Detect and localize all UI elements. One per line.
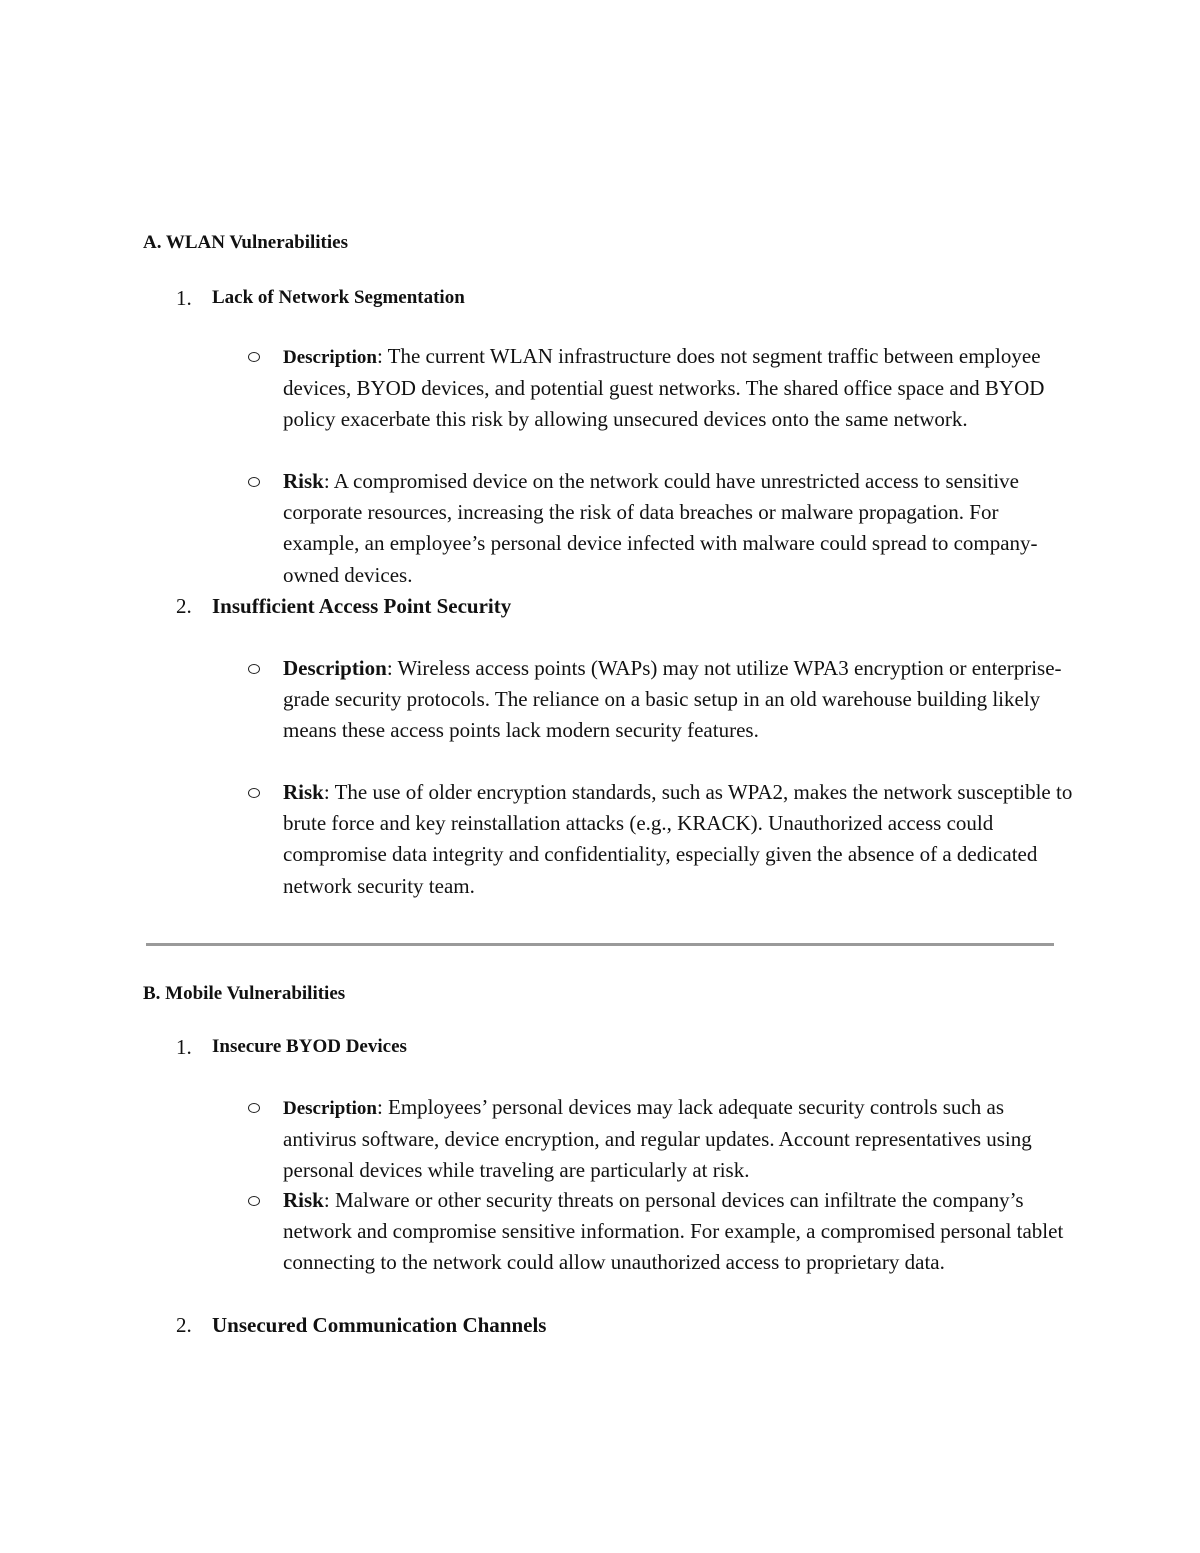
item-a1-number: 1.	[176, 286, 192, 310]
item-a1-title: Lack of Network Segmentation	[212, 287, 465, 308]
item-a2-risk	[283, 777, 1073, 902]
description-text: : Employees’ personal devices may lack adequate security controls such as antivirus software, device encryption, and regular updates. Account representatives using personal devices while traveling are particularly at risk.	[283, 1095, 1032, 1183]
horizontal-divider	[146, 943, 1054, 946]
item-b2-title: Unsecured Communication Channels	[212, 1313, 547, 1337]
item-a2-title: Insufficient Access Point Security	[212, 594, 512, 618]
risk-label: Risk	[283, 469, 324, 493]
bullet-circle-icon	[248, 1196, 260, 1206]
risk-label: Risk	[283, 780, 324, 804]
bullet-circle-icon	[248, 352, 260, 362]
item-a2-number: 2.	[176, 594, 192, 618]
item-a1-risk	[283, 466, 1073, 591]
description-text: : The current WLAN infrastructure does not segment traffic between employee devices, BYOD devices, and potential guest networks. The shared office space and BYOD policy exacerbate this risk by allowing unsecured devices onto the same network.	[283, 344, 1045, 432]
risk-text: : Malware or other security threats on personal devices can infiltrate the company’s network and compromise sensitive information. For example, a compromised personal tablet connecting to the network could allow unauthorized access to proprietary data.	[283, 1188, 1064, 1275]
risk-text: : The use of older encryption standards, such as WPA2, makes the network susceptible to brute force and key reinstallation attacks (e.g., KRACK). Unauthorized access could compromise data integrity and confidentiality, especially given the absence of a dedicated network security team.	[283, 780, 1073, 898]
bullet-circle-icon	[248, 788, 260, 798]
description-label: Description	[283, 1098, 377, 1119]
item-a2-description	[283, 653, 1073, 747]
section-a-title: A. WLAN Vulnerabilities	[143, 232, 348, 253]
item-b1-risk	[283, 1185, 1073, 1279]
description-label: Description	[283, 347, 377, 368]
bullet-circle-icon	[248, 1103, 260, 1113]
item-b1-title: Insecure BYOD Devices	[212, 1036, 407, 1057]
item-a1-description	[283, 341, 1073, 436]
item-b2-number: 2.	[176, 1313, 192, 1337]
bullet-circle-icon	[248, 664, 260, 674]
risk-text: : A compromised device on the network could have unrestricted access to sensitive corporate resources, increasing the risk of data breaches or malware propagation. For example, an employee’s personal device infected with malware could spread to company-owned devices.	[283, 469, 1038, 587]
item-b1-number: 1.	[176, 1035, 192, 1059]
risk-label: Risk	[283, 1188, 324, 1212]
item-b1-description	[283, 1092, 1073, 1187]
section-b-title: B. Mobile Vulnerabilities	[143, 983, 346, 1004]
description-label: Description	[283, 656, 387, 680]
bullet-circle-icon	[248, 477, 260, 487]
description-text: : Wireless access points (WAPs) may not utilize WPA3 encryption or enterprise-grade security protocols. The reliance on a basic setup in an old warehouse building likely means these access points lack modern security features.	[283, 656, 1062, 743]
